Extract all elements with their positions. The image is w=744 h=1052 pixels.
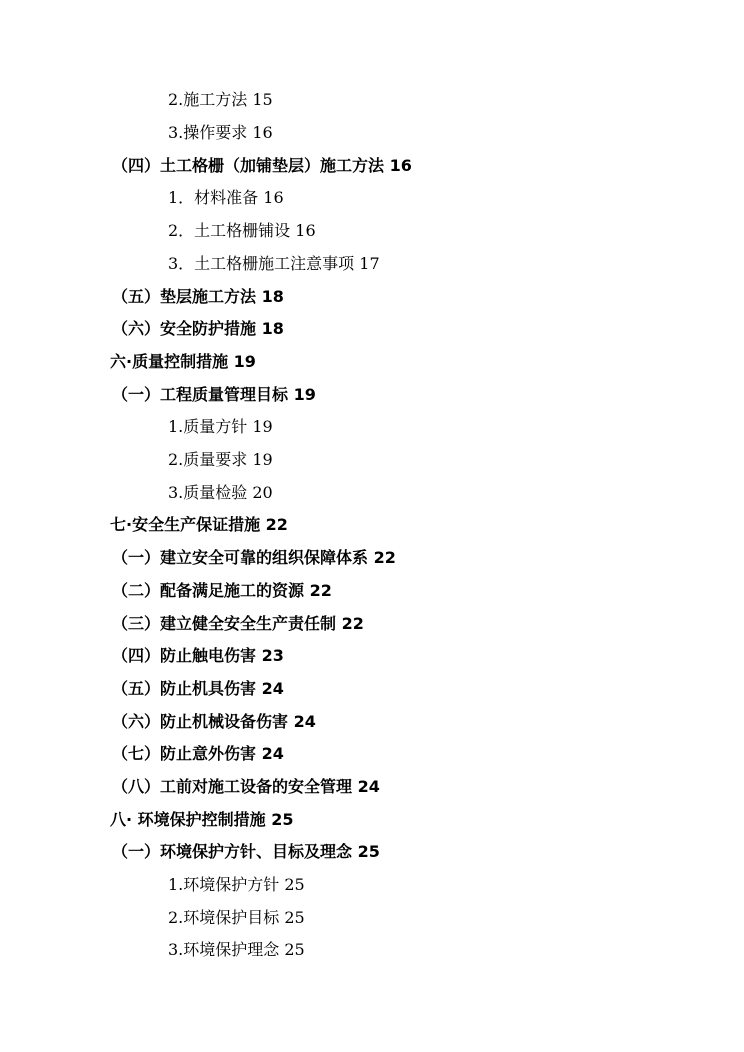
toc-entry[interactable]: （四）防止触电伤害 23 [112,646,284,665]
toc-entry[interactable]: 八· 环境保护控制措施 25 [110,810,294,829]
toc-entry[interactable]: （五）垫层施工方法 18 [112,287,284,306]
toc-entry[interactable]: （一）环境保护方针、目标及理念 25 [112,842,380,861]
toc-entry[interactable]: （六）安全防护措施 18 [112,319,284,338]
toc-entry[interactable]: 1.质量方针 19 [168,417,273,436]
toc-entry[interactable]: （一）建立安全可靠的组织保障体系 22 [112,548,396,567]
toc-entry[interactable]: （八）工前对施工设备的安全管理 24 [112,777,380,796]
toc-entry[interactable]: 1.环境保护方针 25 [168,875,305,894]
toc-entry[interactable]: 3.质量检验 20 [168,483,273,502]
toc-entry[interactable]: 3.操作要求 16 [168,123,273,142]
toc-entry[interactable]: （五）防止机具伤害 24 [112,679,284,698]
toc-entry[interactable]: （一）工程质量管理目标 19 [112,385,316,404]
toc-entry[interactable]: 1．材料准备 16 [168,188,284,207]
toc-entry[interactable]: 2．土工格栅铺设 16 [168,221,316,240]
toc-entry[interactable]: （三）建立健全安全生产责任制 22 [112,614,364,633]
toc-entry[interactable]: 七·安全生产保证措施 22 [110,515,288,534]
toc-entry[interactable]: 2.施工方法 15 [168,90,273,109]
toc-entry[interactable]: （四）土工格栅（加铺垫层）施工方法 16 [112,156,412,175]
toc-entry[interactable]: 2.环境保护目标 25 [168,908,305,927]
toc-entry[interactable]: 六·质量控制措施 19 [110,352,256,371]
toc-entry[interactable]: 3.环境保护理念 25 [168,940,305,959]
toc-entry[interactable]: 2.质量要求 19 [168,450,273,469]
toc-entry[interactable]: 3．土工格栅施工注意事项 17 [168,254,380,273]
toc-entry[interactable]: （七）防止意外伤害 24 [112,744,284,763]
toc-entry[interactable]: （二）配备满足施工的资源 22 [112,581,332,600]
toc-entry[interactable]: （六）防止机械设备伤害 24 [112,712,316,731]
